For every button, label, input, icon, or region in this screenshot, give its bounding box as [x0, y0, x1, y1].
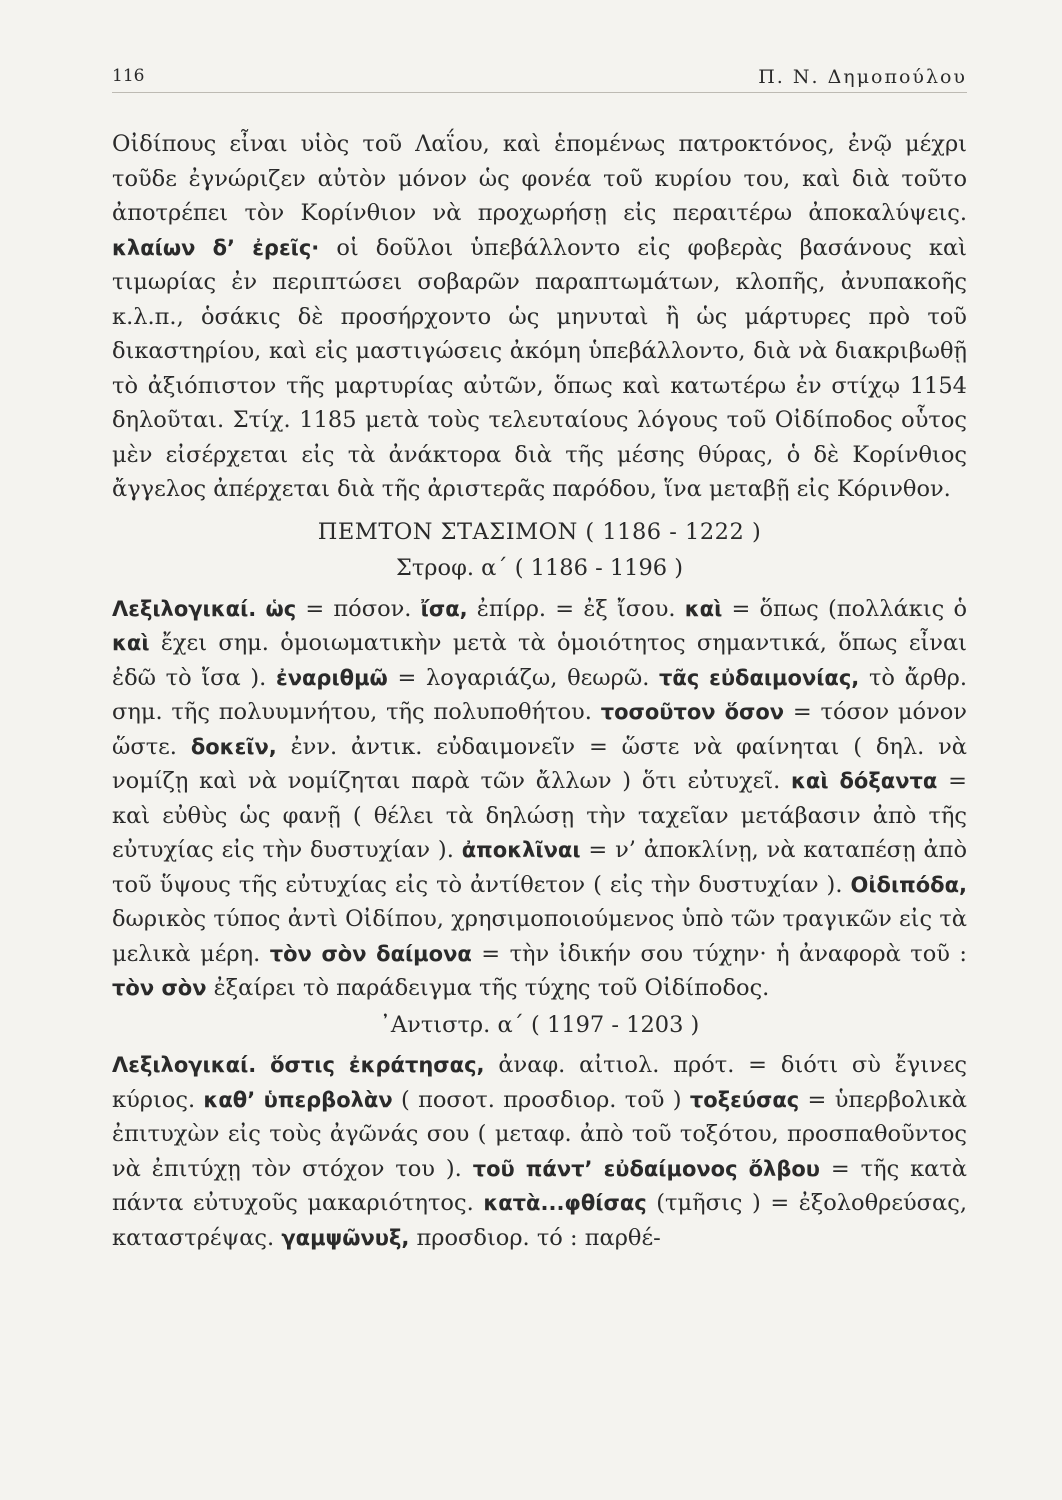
- text-run: [256, 1052, 270, 1078]
- lemma-term: καὶ: [112, 631, 150, 655]
- lemma-term: τοξεύσας: [689, 1087, 800, 1112]
- lemma-term: ὅστις ἐκράτησας,: [270, 1053, 485, 1077]
- running-head: Π. Ν. Δημοπούλου: [758, 66, 967, 88]
- lemma-term: τοσοῦτον ὅσον: [600, 700, 785, 724]
- page-number: 116: [112, 66, 145, 86]
- text-run: ἐπίρρ. = ἐξ ἴσου.: [467, 595, 685, 622]
- text-run: = τὴν ἰδικήν σου τύχην· ἡ ἀναφορὰ τοῦ :: [471, 940, 967, 967]
- text-run: ἐνν. ἀντικ. εὐδαιμονεῖν = ὥστε νὰ φαίνηται ( δηλ. νὰ νομίζῃ καὶ νὰ νομίζηται παρὰ τῶν ἄλλων ) ὅτι εὐτυχεῖ.: [112, 733, 967, 794]
- lemma-term: κατὰ...φθίσας: [483, 1191, 647, 1215]
- text-run: = τῆς κατὰ πάντα εὐτυχοῦς μακαριότητος.: [112, 1155, 967, 1216]
- lemma-term: ἴσα,: [420, 596, 468, 621]
- lemma-term: Οἰδιπόδα,: [850, 872, 967, 897]
- lemma-term: γαμψῶνυξ,: [281, 1225, 410, 1250]
- intro-paragraph: [112, 127, 967, 507]
- lemma-term: τᾶς εὐδαιμονίας,: [659, 665, 860, 690]
- lemma-term: καὶ: [684, 596, 723, 621]
- strophe-title: Στροφ. α΄ ( 1186 - 1196 ): [395, 555, 684, 581]
- text-run: = ν’ ἀποκλίνῃ, νὰ καταπέσῃ ἀπὸ τοῦ ὕψους τῆς εὐτυχίας εἰς τὸ ἀντίθετον ( εἰς τὴν δυστυχίαν ).: [112, 837, 967, 898]
- text-run: = τόσον μόνον ὥστε.: [112, 699, 967, 760]
- lemma-term: ἀποκλῖναι: [461, 838, 581, 862]
- text-run: ἔχει σημ. ὁμοιωματικὴν μετὰ τὰ ὁμοιότητος σημαντικά, ὅπως εἶναι ἐδῶ τὸ ἴσα ).: [112, 630, 967, 691]
- text-run: τὸ ἄρθρ. σημ. τῆς πολυυμνήτου, τῆς πολυποθήτου.: [112, 664, 967, 725]
- text-run: δωρικὸς τύπος ἀντὶ Οἰδίπου, χρησιμοποιούμενος ὑπὸ τῶν τραγικῶν εἰς τὰ μελικὰ μέρη.: [112, 906, 967, 967]
- lemma-term: τὸν σὸν δαίμονα: [269, 941, 472, 966]
- antistrophe-glossary-paragraph: [112, 1048, 967, 1255]
- lemma-term: δοκεῖν,: [190, 734, 277, 759]
- text-run: = ὑπερβολικὰ ἐπιτυχὼν εἰς τοὺς ἀγῶνάς σου ( μεταφ. ἀπὸ τοῦ τοξότου, προσπαθοῦντος νὰ ἐπιτύχῃ τὸν στόχον του ).: [112, 1086, 967, 1182]
- text-run: προσδιορ. τό : παρθέ-: [409, 1224, 661, 1251]
- lemma-term: τοῦ πάντ’ εὐδαίμονος ὄλβου: [472, 1156, 820, 1181]
- lemma-term: κλαίων δ’ ἐρεῖς·: [112, 235, 320, 260]
- text-run: = πόσον.: [296, 595, 421, 622]
- section-title: ΠΕΜΤΟΝ ΣΤΑΣΙΜΟΝ ( 1186 - 1222 ): [317, 518, 762, 545]
- lemma-term: ἐναριθμῶ: [276, 665, 388, 690]
- body-text: [112, 127, 967, 1255]
- strophe-glossary-paragraph: [112, 592, 967, 1006]
- lemma-term: ὡς: [265, 596, 297, 621]
- lemma-term: καθ’ ὑπερβολὰν: [203, 1087, 393, 1112]
- lemma-term: καὶ δόξαντα: [791, 769, 938, 793]
- text-run: (τμῆσις ) = ἐξολοθρεύσας, καταστρέψας.: [112, 1190, 967, 1251]
- page-header: [112, 66, 967, 93]
- text-run: ( ποσοτ. προσδιορ. τοῦ ): [392, 1086, 690, 1113]
- text-run: = καὶ εὐθὺς ὡς φανῇ ( θέλει τὰ δηλώσῃ τὴν ταχεῖαν μετάβασιν ἀπὸ τῆς εὐτυχίας εἰς τὴν δυστυχίαν ).: [112, 768, 967, 863]
- lemma-term: Λεξιλογικαί.: [112, 1053, 257, 1077]
- text-run: ἀναφ. αἰτιολ. πρότ. = διότι σὺ ἔγινες κύριος.: [112, 1052, 968, 1113]
- text-run: = λογαριάζω, θεωρῶ.: [387, 664, 660, 691]
- text-run: οἱ δοῦλοι ὑπεβάλλοντο εἰς φοβερὰς βασάνους καὶ τιμωρίας ἐν περιπτώσει σοβαρῶν παραπτωμάτων, κλοπῆς, ἀνυπακοῆς κ.λ.π., ὁσάκις δὲ προσήρχοντο ὡς μηνυταὶ ἢ ὡς μάρτυρες πρὸ τοῦ δικαστηρίου, καὶ εἰς μαστιγώσεις ἀκόμη ὑπεβάλλοντο, διὰ νὰ διακριβωθῇ τὸ ἀξιόπιστον τῆς μαρτυρίας αὐτῶν, ὅπως καὶ κατωτέρω ἐν στίχῳ 1154 δηλοῦται. Στίχ. 1185 μετὰ τοὺς τελευταίους λόγους τοῦ Οἰδίποδος οὗτος μὲν εἰσέρχεται εἰς τὰ ἀνάκτορα διὰ τῆς μέσης θύρας, ὁ δὲ Κορίνθιος ἄγγελος ἀπέρχεται διὰ τῆς ἀριστερᾶς παρόδου, ἵνα μεταβῇ εἰς Κόρινθον.: [112, 234, 967, 502]
- text-run: Οἰδίπους εἶναι υἱὸς τοῦ Λαΐου, καὶ ἑπομένως πατροκτόνος, ἐνῷ μέχρι τοῦδε ἐγνώριζεν αὐτὸν μόνον ὡς φονέα τοῦ κυρίου του, καὶ διὰ τοῦτο ἀποτρέπει τὸν Κορίνθιον νὰ προχωρήσῃ εἰς περαιτέρω ἀποκαλύψεις.: [112, 131, 967, 226]
- antistrophe-title: ᾽Αντιστρ. α΄ ( 1197 - 1203 ): [379, 1011, 700, 1038]
- text-run: ἐξαίρει τὸ παράδειγμα τῆς τύχης τοῦ Οἰδίποδος.: [206, 975, 770, 1001]
- lemma-term: τὸν σὸν: [112, 976, 207, 1000]
- text-run: = ὅπως (πολλάκις ὁ: [722, 595, 967, 622]
- lemma-term: Λεξιλογικαί.: [112, 596, 257, 621]
